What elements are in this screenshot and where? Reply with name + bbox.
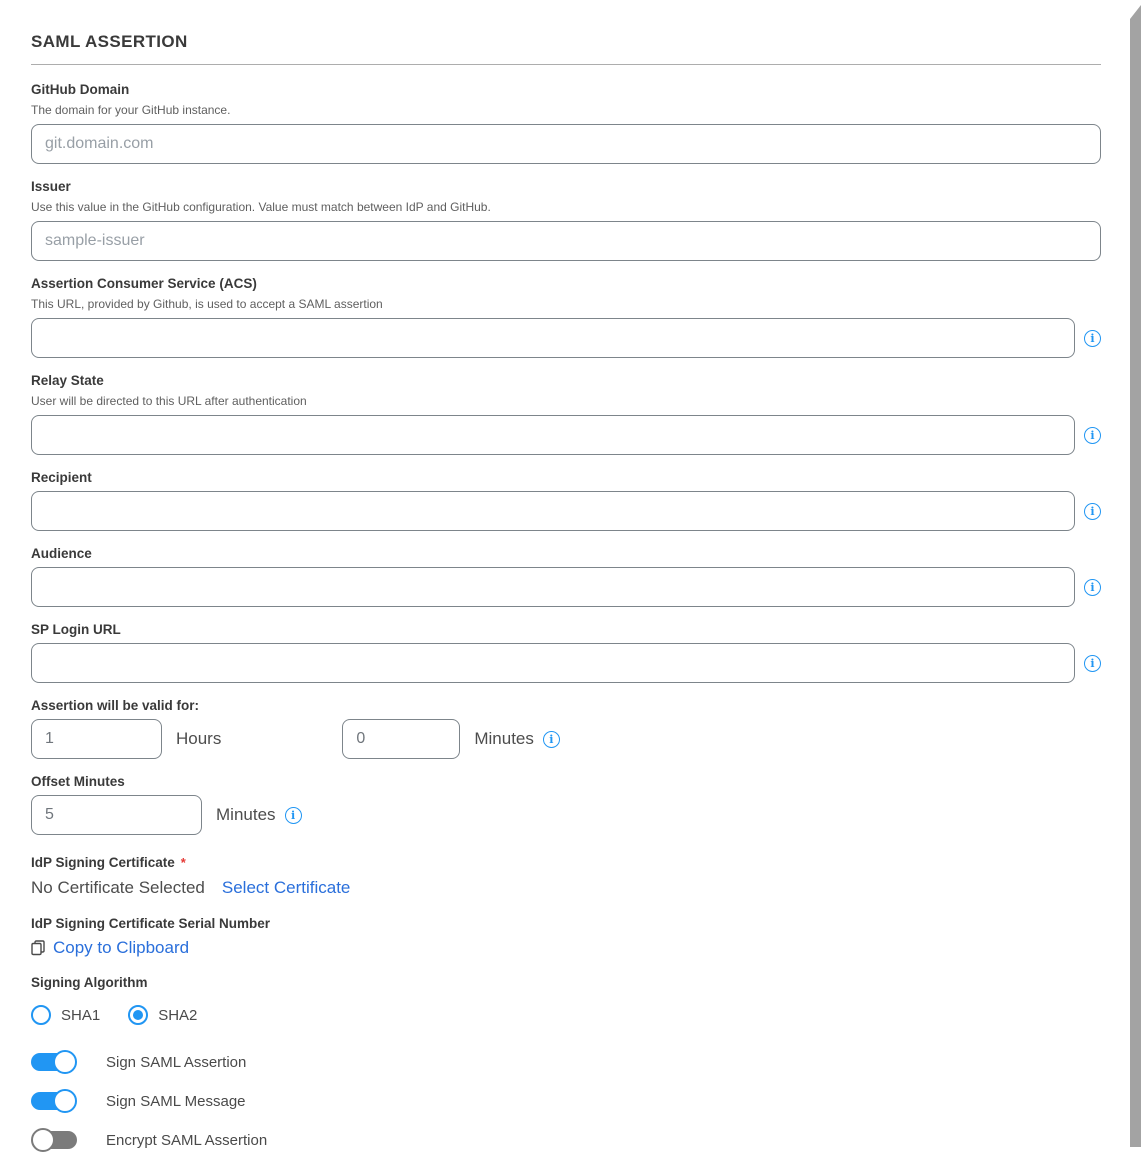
offset-unit-label: Minutes (216, 805, 276, 824)
radio-button-icon[interactable] (31, 1005, 51, 1025)
audience-group (31, 546, 1101, 607)
copy-to-clipboard-link[interactable]: Copy to Clipboard (53, 938, 190, 957)
minutes-unit-label: Minutes (474, 729, 534, 748)
sp-login-url-label: SP Login URL (31, 622, 121, 637)
github-domain-label: GitHub Domain (31, 82, 130, 97)
radio-option-sha2[interactable] (128, 1005, 197, 1025)
signing-algorithm-label: Signing Algorithm (31, 975, 148, 990)
relay-state-helper: User will be directed to this URL after authentication (31, 394, 307, 408)
toggle-knob (53, 1050, 77, 1074)
github-domain-group (31, 82, 1101, 164)
github-domain-input[interactable] (31, 124, 1101, 164)
encrypt-saml-assertion-toggle[interactable] (31, 1128, 77, 1152)
assertion-validity-group (31, 698, 1101, 759)
radio-label: SHA2 (158, 1006, 198, 1024)
sign-saml-assertion-row (31, 1050, 1101, 1074)
info-icon[interactable]: i (1084, 579, 1101, 596)
recipient-group (31, 470, 1101, 531)
validity-hours-input[interactable] (31, 719, 162, 759)
sign-saml-message-toggle[interactable] (31, 1089, 77, 1113)
toggle-label: Sign SAML Message (106, 1092, 246, 1110)
radio-label: SHA1 (61, 1006, 101, 1024)
audience-input[interactable] (31, 567, 1075, 607)
validity-minutes-input[interactable] (342, 719, 460, 759)
certificate-serial-group (31, 916, 1101, 958)
toggle-knob (31, 1128, 55, 1152)
certificate-serial-label: IdP Signing Certificate Serial Number (31, 916, 271, 931)
offset-minutes-group (31, 774, 1101, 835)
assertion-validity-label: Assertion will be valid for: (31, 698, 200, 713)
toggle-label: Encrypt SAML Assertion (106, 1131, 268, 1149)
info-icon[interactable]: i (285, 807, 302, 824)
window-right-shadow (1130, 5, 1141, 1147)
recipient-label: Recipient (31, 470, 92, 485)
encrypt-saml-assertion-row (31, 1128, 1101, 1152)
issuer-helper: Use this value in the GitHub configuration. Value must match between IdP and GitHub. (31, 200, 491, 214)
relay-state-label: Relay State (31, 373, 104, 388)
required-asterisk: * (180, 855, 186, 870)
github-domain-helper: The domain for your GitHub instance. (31, 103, 231, 117)
page-title: SAML ASSERTION (31, 32, 188, 51)
sign-saml-message-row (31, 1089, 1101, 1113)
audience-label: Audience (31, 546, 92, 561)
certificate-status-text: No Certificate Selected (31, 878, 205, 897)
toggle-knob (53, 1089, 77, 1113)
idp-signing-certificate-label (31, 855, 1101, 871)
radio-button-icon[interactable] (128, 1005, 148, 1025)
idp-signing-certificate-group (31, 855, 1101, 898)
issuer-label: Issuer (31, 179, 71, 194)
sp-login-url-group (31, 622, 1101, 683)
title-divider (31, 64, 1101, 65)
relay-state-group (31, 373, 1101, 455)
issuer-group (31, 179, 1101, 261)
acs-group (31, 276, 1101, 358)
info-icon[interactable]: i (1084, 427, 1101, 444)
info-icon[interactable]: i (1084, 330, 1101, 347)
sp-login-url-input[interactable] (31, 643, 1075, 683)
toggle-label: Sign SAML Assertion (106, 1053, 247, 1071)
info-icon[interactable]: i (543, 731, 560, 748)
offset-minutes-label: Offset Minutes (31, 774, 125, 789)
radio-option-sha1[interactable] (31, 1005, 100, 1025)
select-certificate-link[interactable]: Select Certificate (221, 878, 351, 897)
idp-signing-certificate-label-text: IdP Signing Certificate (31, 855, 175, 870)
acs-input[interactable] (31, 318, 1075, 358)
recipient-input[interactable] (31, 491, 1075, 531)
info-icon[interactable]: i (1084, 503, 1101, 520)
sign-saml-assertion-toggle[interactable] (31, 1050, 77, 1074)
acs-label: Assertion Consumer Service (ACS) (31, 276, 257, 291)
hours-unit-label: Hours (176, 729, 222, 748)
issuer-input[interactable] (31, 221, 1101, 261)
acs-helper: This URL, provided by Github, is used to accept a SAML assertion (31, 297, 383, 311)
copy-icon[interactable] (31, 940, 45, 956)
info-icon[interactable]: i (1084, 655, 1101, 672)
offset-minutes-input[interactable] (31, 795, 202, 835)
signing-algorithm-group (31, 975, 1101, 1025)
relay-state-input[interactable] (31, 415, 1075, 455)
